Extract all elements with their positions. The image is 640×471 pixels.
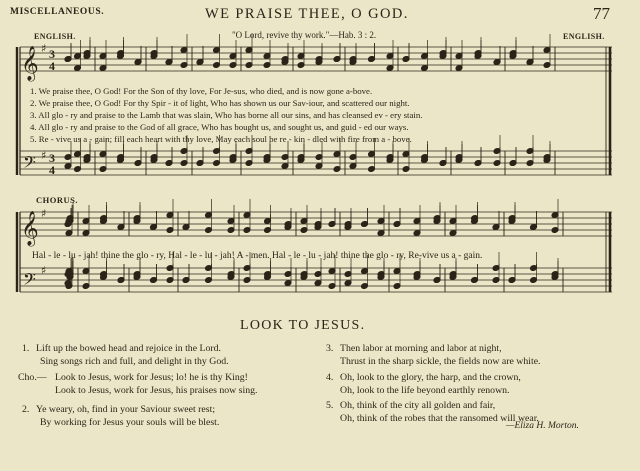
verse-3: 3. All glo - ry and praise to the Lamb that was slain, Who has borne all our sins, and has cleansed ev - ery stain. — [30, 110, 423, 120]
stanza-number: 5. — [326, 400, 334, 411]
hymn-title: WE PRAISE THEE, O GOD. — [205, 6, 409, 22]
time-sig-top: 3 — [49, 47, 55, 61]
stanza-line: Oh, look to the glory, the harp, and the crown, — [340, 372, 521, 383]
poem-stanza-3 — [326, 343, 541, 368]
stanza-line: Look to Jesus, work for Jesus; lo! he is thy King! — [55, 372, 248, 383]
poem-author: —Eliza H. Morton. — [506, 421, 579, 431]
stanza-line: Oh, think of the city all golden and fair, — [340, 400, 496, 411]
poem-chorus — [18, 372, 257, 397]
time-sig-top-bass: 3 — [49, 151, 55, 165]
time-sig-bottom-bass: 4 — [49, 163, 55, 177]
stanza-line: Ye weary, oh, find in your Saviour sweet rest; — [36, 404, 216, 415]
chorus-label: CHORUS. — [36, 195, 78, 205]
page-number: 77 — [593, 4, 610, 23]
verse-1: 1. We praise thee, O God! For the Son of thy love, For Je-sus, who died, and is now gone a-bove. — [30, 86, 373, 96]
poem-stanza-1 — [22, 343, 229, 368]
verse-4: 4. All glo - ry and praise to the God of all grace, Who has bought us, and sought us, and guid - ed our ways. — [30, 122, 409, 132]
final-barlines — [606, 47, 610, 292]
tune-name-right: ENGLISH. — [563, 32, 605, 41]
stanza-line: Thrust in the sharp sickle, the fields now are white. — [340, 355, 541, 367]
stanza-line: Sing songs rich and full, and delight in thy God. — [40, 355, 229, 367]
stanza-line: Then labor at morning and labor at night, — [340, 343, 502, 354]
section-header: MISCELLANEOUS. — [10, 7, 105, 17]
epigraph: "O Lord, revive thy work."—Hab. 3 : 2. — [232, 30, 377, 40]
time-sig-bottom: 4 — [49, 59, 55, 73]
svg-text:♯: ♯ — [41, 207, 47, 220]
stanza-line: Oh, think of the robes that the ransomed will wear. — [340, 412, 539, 424]
tune-name-left: ENGLISH. — [34, 32, 76, 41]
stanza-number: 2. — [22, 404, 30, 415]
poem-stanza-4 — [326, 372, 521, 397]
svg-text:𝄞: 𝄞 — [21, 211, 39, 246]
stanza-line: Look to Jesus, work for Jesus, his praises now sing. — [55, 384, 258, 396]
stanza-number: 3. — [326, 343, 334, 354]
system-braces — [17, 47, 20, 292]
stanza-line: By working for Jesus your souls will be blest. — [40, 416, 220, 428]
chorus-lyric: Hal - le - lu - jah! thine the glo - ry, Hal - le - lu - jah! A - men. Hal - le - lu - jah! thine the glo - ry, Re-vive us a - gain. — [32, 251, 483, 261]
svg-text:♯: ♯ — [41, 149, 47, 162]
svg-text:𝄢: 𝄢 — [23, 269, 36, 293]
stanza-number: 4. — [326, 372, 334, 383]
svg-text:♯: ♯ — [41, 264, 47, 277]
svg-text:♯: ♯ — [41, 42, 47, 55]
stanza-line: Oh, look to the life beyond earthly renown. — [340, 384, 510, 396]
svg-text:𝄞: 𝄞 — [21, 46, 39, 81]
verse-2: 2. We praise thee, O God! For thy Spir - it of light, Who has shown us our Sav-iour, and scattered our night. — [30, 98, 410, 108]
stanza-number: 1. — [22, 343, 30, 354]
poem-stanza-2 — [22, 404, 219, 429]
stanza-number: Cho.— — [18, 372, 47, 383]
stanza-line: Lift up the bowed head and rejoice in the Lord. — [36, 343, 221, 354]
poem-title: LOOK TO JESUS. — [240, 318, 366, 333]
svg-text:𝄢: 𝄢 — [23, 152, 36, 176]
verse-5: 5. Re - vive us a - gain; fill each heart with thy love, May each soul be re - kin - dled with fire from a - bove. — [30, 134, 412, 144]
